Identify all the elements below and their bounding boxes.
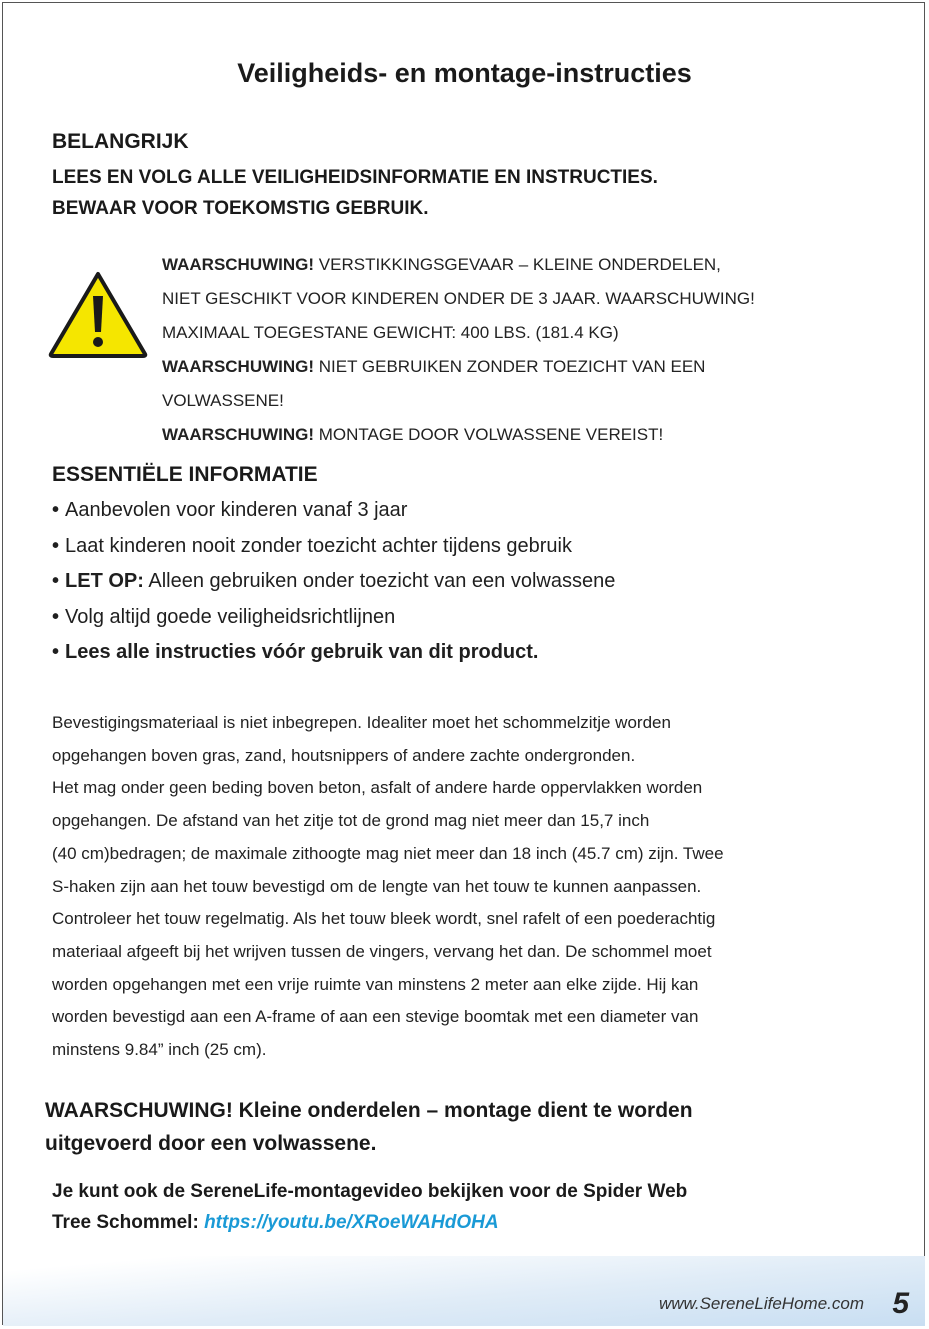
footer-band xyxy=(3,1256,925,1326)
assembly-warning xyxy=(45,1094,865,1160)
list-item-text: Laat kinderen nooit zonder toezicht achter tijdens gebruik xyxy=(65,534,572,557)
warning-line xyxy=(162,418,862,452)
video-section xyxy=(52,1176,872,1238)
body-line: S-haken zijn aan het touw bevestigd om de lengte van het touw te kunnen aanpassen. xyxy=(52,876,702,896)
warnings-block xyxy=(162,248,862,452)
list-item xyxy=(52,529,872,565)
page-number: 5 xyxy=(892,1287,909,1320)
essential-info-section xyxy=(52,463,872,671)
footer-url[interactable]: www.SereneLifeHome.com xyxy=(658,1294,864,1313)
list-item-text: Aanbevolen voor kinderen vanaf 3 jaar xyxy=(65,499,408,521)
important-heading: BELANGRIJK xyxy=(52,130,189,153)
warning-text: MONTAGE DOOR VOLWASSENE VEREIST! xyxy=(314,425,664,444)
video-link[interactable]: https://youtu.be/XRoeWAHdOHA xyxy=(204,1212,499,1233)
body-line: Het mag onder geen beding boven beton, asfalt of andere harde oppervlakken worden xyxy=(52,778,703,798)
bullet: • xyxy=(52,641,60,663)
bullet: • xyxy=(52,534,60,557)
warning-triangle-icon xyxy=(46,268,150,360)
page-title: Veiligheids- en montage-instructies xyxy=(237,58,692,88)
important-line-1: LEES EN VOLG ALLE VEILIGHEIDSINFORMATIE EN INSTRUCTIES. xyxy=(52,167,658,188)
list-item xyxy=(52,493,872,529)
body-paragraph xyxy=(52,707,882,1067)
warning-line: VOLWASSENE! xyxy=(162,391,284,410)
list-item-text: Alleen gebruiken onder toezicht van een volwassene xyxy=(143,570,616,592)
warning-label: WAARSCHUWING! xyxy=(162,357,315,376)
body-line: opgehangen boven gras, zand, houtsnippers of andere zachte ondergronden. xyxy=(52,745,636,765)
bullet: • xyxy=(52,570,60,592)
bullet: • xyxy=(52,605,60,628)
video-line-2 xyxy=(52,1207,872,1238)
list-item xyxy=(52,564,872,600)
body-line: (40 cm)bedragen; de maximale zithoogte mag niet meer dan 18 inch (45.7 cm) zijn. Twee xyxy=(52,843,724,863)
warning-line: MAXIMAAL TOEGESTANE GEWICHT: 400 LBS. (181.4 KG) xyxy=(162,323,619,342)
body-line: opgehangen. De afstand van het zitje tot de grond mag niet meer dan 15,7 inch xyxy=(52,811,650,831)
important-line-2: BEWAAR VOOR TOEKOMSTIG GEBRUIK. xyxy=(52,198,429,219)
assembly-warning-line-2: uitgevoerd door een volwassene. xyxy=(45,1132,377,1155)
body-line: worden opgehangen met een vrije ruimte van minstens 2 meter aan elke zijde. Hij kan xyxy=(52,974,699,994)
bullet: • xyxy=(52,499,60,521)
body-line: worden bevestigd aan een A-frame of aan een stevige boomtak met een diameter van xyxy=(52,1007,699,1027)
list-item-text: Lees alle instructies vóór gebruik van dit product. xyxy=(65,641,539,663)
warning-text: NIET GEBRUIKEN ZONDER TOEZICHT VAN EEN xyxy=(314,357,706,376)
essential-heading: ESSENTIËLE INFORMATIE xyxy=(52,463,318,486)
warning-line xyxy=(162,350,862,384)
warning-label: WAARSCHUWING! xyxy=(162,425,315,444)
list-item xyxy=(52,600,872,636)
warning-line xyxy=(162,248,862,282)
important-section xyxy=(52,130,658,224)
body-line: materiaal afgeeft bij het wrijven tussen de vingers, vervang het dan. De schommel moet xyxy=(52,941,712,961)
list-item-label: LET OP: xyxy=(65,570,144,592)
warning-line: NIET GESCHIKT VOOR KINDEREN ONDER DE 3 JAAR. WAARSCHUWING! xyxy=(162,289,755,308)
warning-label: WAARSCHUWING! xyxy=(162,255,315,274)
video-label: Tree Schommel: xyxy=(52,1212,205,1233)
body-line: minstens 9.84” inch (25 cm). xyxy=(52,1040,267,1060)
body-line: Bevestigingsmateriaal is niet inbegrepen. Idealiter moet het schommelzitje worden xyxy=(52,713,671,732)
assembly-warning-line-1: WAARSCHUWING! Kleine onderdelen – montage dient te worden xyxy=(45,1099,693,1122)
list-item-text: Volg altijd goede veiligheidsrichtlijnen xyxy=(65,605,396,628)
list-item xyxy=(52,635,872,671)
warning-text: VERSTIKKINGSGEVAAR – KLEINE ONDERDELEN, xyxy=(314,255,721,274)
body-line: Controleer het touw regelmatig. Als het touw bleek wordt, snel rafelt of een poederachtig xyxy=(52,909,716,929)
video-line-1: Je kunt ook de SereneLife-montagevideo bekijken voor de Spider Web xyxy=(52,1181,688,1202)
